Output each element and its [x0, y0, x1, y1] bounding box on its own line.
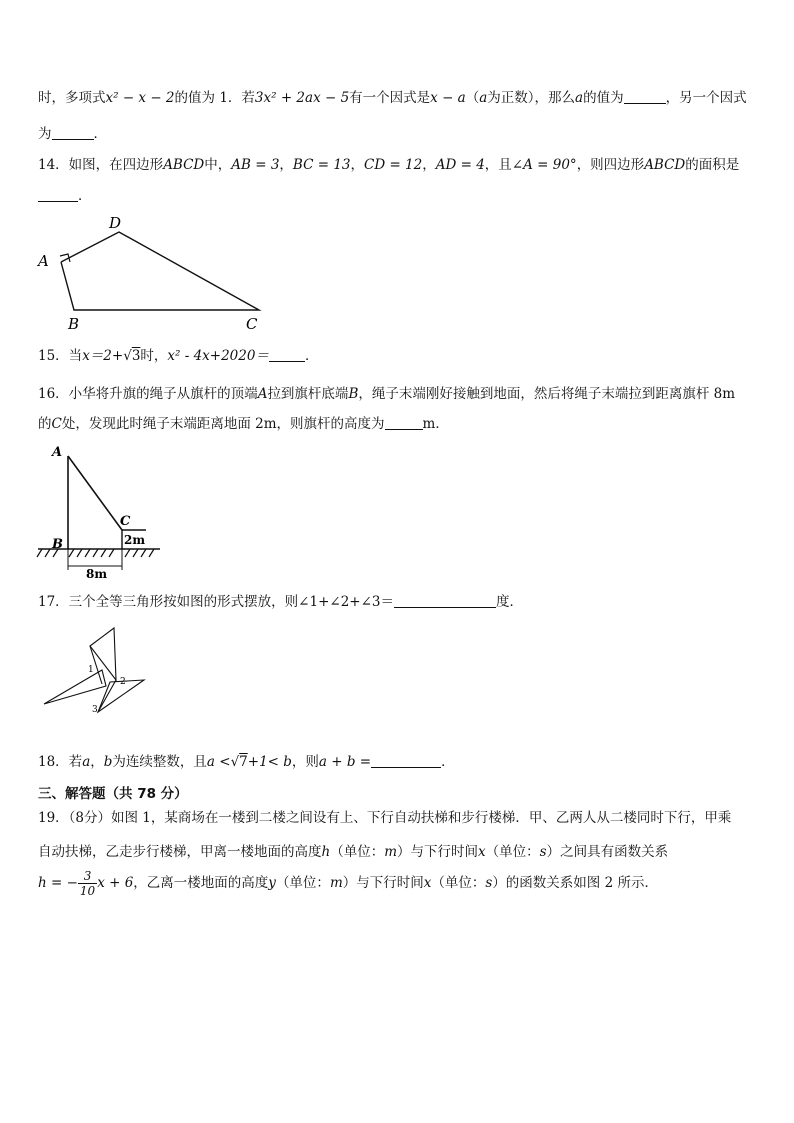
q14-angle: ∠A = 90° — [511, 157, 577, 173]
q19-line2 — [38, 842, 764, 862]
q13-line1 — [38, 88, 764, 108]
q19-line1: 19．（8分）如图 1，某商场在一楼到二楼之间设有上、下行自动扶梯和步行楼梯．甲、乙两人从二楼同时下行，甲乘 — [38, 810, 732, 826]
q15-text: 15．当 — [38, 348, 83, 364]
q14-sep: ， — [350, 157, 364, 173]
frac-denominator: 10 — [79, 884, 96, 898]
q14-bc: BC = 13 — [292, 157, 351, 173]
q13-line2 — [38, 124, 764, 144]
q13-text: ，另一个因式 — [665, 90, 747, 106]
q15-cond: x＝2+ — [82, 348, 124, 364]
q14-abcd: ABCD — [163, 157, 205, 173]
q18-ineq: +1< b — [247, 754, 292, 770]
q19-text: ）的函数关系如图 2 所示． — [492, 875, 658, 891]
sqrt-symbol: √ — [123, 348, 132, 364]
angle-3-label: 3 — [92, 705, 98, 715]
answer-blank[interactable] — [52, 125, 94, 140]
q17-triangles-figure — [40, 624, 160, 744]
q13-factor: x − a — [430, 90, 466, 106]
q16-text: 的 — [38, 416, 52, 432]
q19-s: s — [539, 844, 547, 860]
answer-blank[interactable] — [269, 347, 305, 362]
q16-flagpole-figure — [36, 442, 176, 582]
q13-text: 的值为 — [583, 90, 624, 106]
q17-line — [38, 592, 764, 612]
section-title: 三、解答题（共 78 分） — [38, 786, 188, 802]
q16-text: 16．小华将升旗的绳子从旗杆的顶端 — [38, 386, 258, 402]
q14-text: 中， — [204, 157, 232, 173]
q14-end: ． — [78, 188, 92, 204]
answer-blank[interactable] — [624, 89, 666, 104]
q16-A: A — [257, 386, 268, 402]
q14-text: 的面积是 — [685, 157, 740, 173]
q16-text: 拉到旗杆底端 — [267, 386, 349, 402]
q13-text: 为 — [38, 126, 52, 142]
q19-s: s — [485, 875, 493, 891]
q16-text: ，绳子末端刚好接触到地面，然后将绳子末端拉到距离旗杆 8m — [358, 386, 736, 402]
answer-blank[interactable] — [371, 753, 441, 768]
q15-sqrt-value: 3 — [131, 348, 141, 364]
q14-quadrilateral-figure — [30, 214, 270, 334]
label-8m: 8m — [86, 567, 108, 581]
q18-text: 18．若 — [38, 754, 83, 770]
q19-text: 自动扶梯，乙走步行楼梯，甲离一楼地面的高度 — [38, 844, 322, 860]
label-A: A — [38, 252, 49, 270]
q19-y: y — [268, 875, 276, 891]
q15-end: ． — [304, 348, 319, 364]
q18-sqrt-value: 7 — [239, 754, 248, 770]
q14-sep: ， — [279, 157, 293, 173]
label-C: C — [120, 514, 131, 529]
q14-ab: AB = 3 — [231, 157, 280, 173]
q19-m: m — [329, 875, 343, 891]
label-2m: 2m — [124, 533, 146, 547]
right-angle-mark — [60, 254, 70, 262]
q13-poly1: x² − x − 2 — [105, 90, 175, 106]
q19-text: ）与下行时间 — [342, 875, 424, 891]
q19-text: （单位： — [330, 844, 385, 860]
q18-text: 为连续整数，且 — [112, 754, 207, 770]
triangle-2 — [44, 670, 106, 704]
angle-1-label: 1 — [88, 665, 94, 675]
q17-text: 度． — [496, 594, 524, 610]
q18-ineq: a < — [206, 754, 231, 770]
q13-text: 时，多项式 — [38, 90, 106, 106]
q13-text: ． — [93, 126, 107, 142]
q14-ad: AD = 4 — [435, 157, 485, 173]
q19-text: ，乙离一楼地面的高度 — [133, 875, 269, 891]
q16-line2 — [38, 414, 764, 434]
q19-x: x — [423, 875, 432, 891]
q19-m: m — [384, 844, 398, 860]
q19-eq-lhs: h = − — [38, 875, 78, 891]
q18-sum: a + b = — [318, 754, 372, 770]
q13-text: 有一个因式是 — [349, 90, 431, 106]
q14-text: ，且 — [484, 157, 512, 173]
q19-fraction — [78, 869, 97, 898]
q16-C: C — [51, 416, 62, 432]
q19-line3 — [38, 868, 764, 898]
q17-text: 17．三个全等三角形按如图的形式摆放，则∠1+∠2+∠3＝ — [38, 594, 395, 610]
edge — [98, 680, 116, 712]
label-C: C — [246, 315, 258, 333]
angle-2-label: 2 — [120, 677, 126, 687]
label-B: B — [52, 537, 63, 552]
q13-poly2: 3x² + 2ax − 5 — [254, 90, 350, 106]
q13-text: （ — [465, 90, 480, 106]
q14-abcd: ABCD — [644, 157, 686, 173]
q18-text: ， — [90, 754, 104, 770]
q16-B: B — [348, 386, 359, 402]
quadrilateral — [61, 232, 259, 310]
q19-eq-rhs: x + 6 — [97, 875, 134, 891]
answer-blank[interactable] — [394, 593, 496, 608]
q16-line1 — [38, 384, 764, 404]
q18-b: b — [103, 754, 113, 770]
q15-line — [38, 346, 764, 366]
q18-a: a — [82, 754, 91, 770]
label-A: A — [52, 445, 63, 460]
q19-text: ）与下行时间 — [397, 844, 479, 860]
frac-numerator: 3 — [78, 869, 97, 884]
q13-a-var: a — [575, 90, 584, 106]
answer-blank[interactable] — [38, 187, 78, 202]
q13-text: 为正数），那么 — [487, 90, 576, 106]
q18-end: ． — [441, 754, 455, 770]
q19-text: （单位： — [275, 875, 330, 891]
q15-text: 时， — [140, 348, 168, 364]
q19-text: ）之间具有函数关系 — [546, 844, 669, 860]
q13-a-var: a — [479, 90, 488, 106]
q14-text: ，则四边形 — [576, 157, 645, 173]
q19-h: h — [321, 844, 331, 860]
q14-sep: ， — [422, 157, 436, 173]
q15-expr: x² - 4x+2020＝ — [167, 348, 269, 364]
label-B: B — [68, 315, 80, 333]
label-D: D — [109, 214, 122, 232]
sqrt-symbol: √ — [230, 754, 240, 770]
q18-text: ，则 — [291, 754, 319, 770]
q14-line2 — [38, 186, 764, 206]
answer-blank[interactable] — [385, 415, 423, 430]
q19-text: （单位： — [431, 875, 486, 891]
q18-line — [38, 752, 764, 772]
q14-cd: CD = 12 — [364, 157, 423, 173]
rope — [68, 456, 122, 530]
q14-line1 — [38, 155, 764, 175]
q16-text: m． — [422, 416, 449, 432]
q14-text: 14．如图，在四边形 — [38, 157, 164, 173]
q19-text: （单位： — [485, 844, 540, 860]
q19-x: x — [478, 844, 486, 860]
q16-text: 处，发现此时绳子末端距离地面 2m，则旗杆的高度为 — [61, 416, 385, 432]
q13-text: 的值为 1．若 — [174, 90, 255, 106]
